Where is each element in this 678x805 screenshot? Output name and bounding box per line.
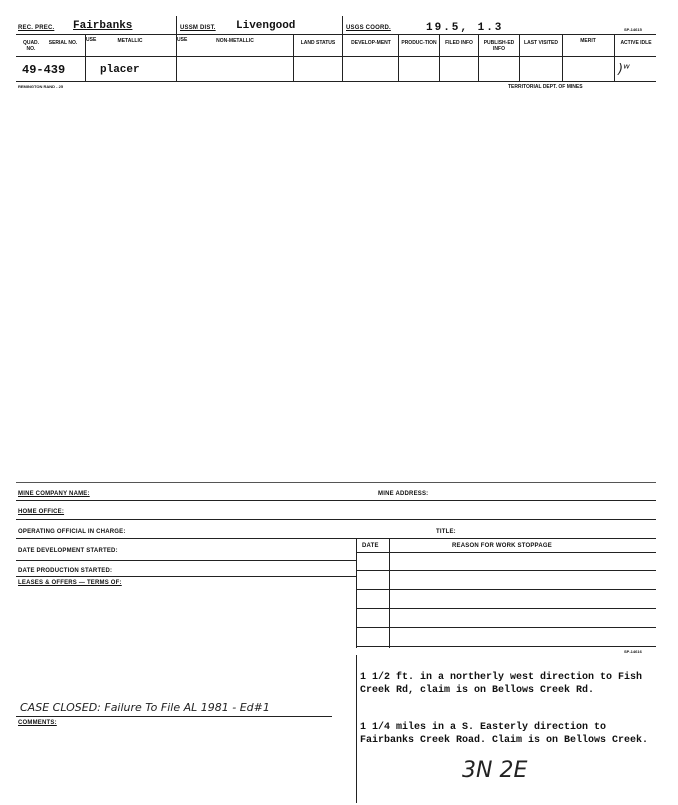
stoppage-date-header: DATE xyxy=(362,543,379,549)
note-1: 1 1/2 ft. in a northerly west direction to Fish Creek Rd, claim is on Bellows Creek Rd. xyxy=(360,672,643,696)
stoppage-left-border xyxy=(356,538,357,648)
col-land-status: LAND STATUS xyxy=(300,40,336,46)
title-label: TITLE: xyxy=(436,529,456,535)
stoppage-reason-header: REASON FOR WORK STOPPAGE xyxy=(452,543,552,549)
comments-label: COMMENTS: xyxy=(18,720,57,726)
location-mark: 3N 2E xyxy=(462,758,528,783)
table-header-line xyxy=(16,56,656,57)
col-development: DEVELOP-MENT xyxy=(351,40,391,46)
operating-official-label: OPERATING OFFICIAL IN CHARGE: xyxy=(18,529,126,535)
stoppage-row-line xyxy=(356,552,656,553)
home-office-label: HOME OFFICE: xyxy=(18,509,65,515)
form-line xyxy=(16,519,656,520)
date-development-label: DATE DEVELOPMENT STARTED: xyxy=(18,548,118,554)
col-filed-info: FILED INFO xyxy=(445,40,473,46)
leases-label: LEASES & OFFERS — TERMS OF: xyxy=(18,580,122,586)
col-merit: MERIT xyxy=(580,38,596,44)
divider xyxy=(562,34,563,81)
col-published-info: PUBLISH-ED INFO xyxy=(483,40,515,52)
divider xyxy=(176,16,177,81)
table-bottom-line xyxy=(16,81,656,82)
col-use-1: USE xyxy=(86,37,97,43)
stoppage-date-divider xyxy=(389,538,390,648)
comments-line xyxy=(16,716,332,717)
case-closed-note: CASE CLOSED: Failure To File AL 1981 - Ed#1 xyxy=(20,701,270,714)
form-line xyxy=(16,576,356,577)
col-quad-no: QUAD. NO. xyxy=(22,40,40,52)
notes-divider xyxy=(356,655,357,803)
date-production-label: DATE PRODUCTION STARTED: xyxy=(18,568,113,574)
form-line xyxy=(16,560,356,561)
col-last-visited: LAST VISITED xyxy=(524,40,558,46)
divider xyxy=(342,16,343,81)
rec-prec-value: Fairbanks xyxy=(73,20,133,32)
form-code: SP-14615 xyxy=(624,27,642,32)
divider xyxy=(439,34,440,81)
usgs-coord-value: 19.5, 1.3 xyxy=(426,22,504,34)
col-serial-no: SERIAL NO. xyxy=(48,40,78,46)
stoppage-row-line xyxy=(356,646,656,647)
col-active-idle: ACTIVE IDLE xyxy=(620,40,652,46)
card-footer-right: TERRITORIAL DEPT. OF MINES xyxy=(508,84,583,90)
col-metallic: METALLIC xyxy=(117,38,143,44)
form-top-line xyxy=(16,482,656,483)
divider xyxy=(478,34,479,81)
col-non-metallic: NON-METALLIC xyxy=(216,38,254,44)
quad-serial-value: 49-439 xyxy=(22,63,66,77)
mine-address-label: MINE ADDRESS: xyxy=(378,491,429,497)
stoppage-row-line xyxy=(356,570,656,571)
table-top-line xyxy=(16,34,656,35)
divider xyxy=(519,34,520,81)
rec-prec-label: REC. PREC. xyxy=(18,25,55,31)
col-production: PRODUC-TION xyxy=(401,40,437,46)
stoppage-row-line xyxy=(356,627,656,628)
note-2: 1 1/4 miles in a S. Easterly direction to Fairbanks Creek Road. Claim is on Bellows Creek. xyxy=(360,722,649,746)
ussm-dist-value: Livengood xyxy=(236,20,296,32)
metallic-value: placer xyxy=(100,64,140,76)
divider xyxy=(293,34,294,81)
usgs-coord-label: USGS COORD. xyxy=(346,25,391,31)
col-use-2: USE xyxy=(177,37,188,43)
form-line xyxy=(16,500,656,501)
ussm-dist-label: USSM DIST. xyxy=(180,25,216,31)
card-footer-left: REMINGTON RAND - 25 xyxy=(18,84,64,89)
divider xyxy=(398,34,399,81)
mine-company-name-label: MINE COMPANY NAME: xyxy=(18,491,90,497)
stoppage-row-line xyxy=(356,589,656,590)
stoppage-row-line xyxy=(356,608,656,609)
form-line xyxy=(16,538,656,539)
form-code-2: SP-14616 xyxy=(624,649,642,654)
active-idle-mark: )ʷ xyxy=(618,62,630,77)
divider xyxy=(614,34,615,81)
